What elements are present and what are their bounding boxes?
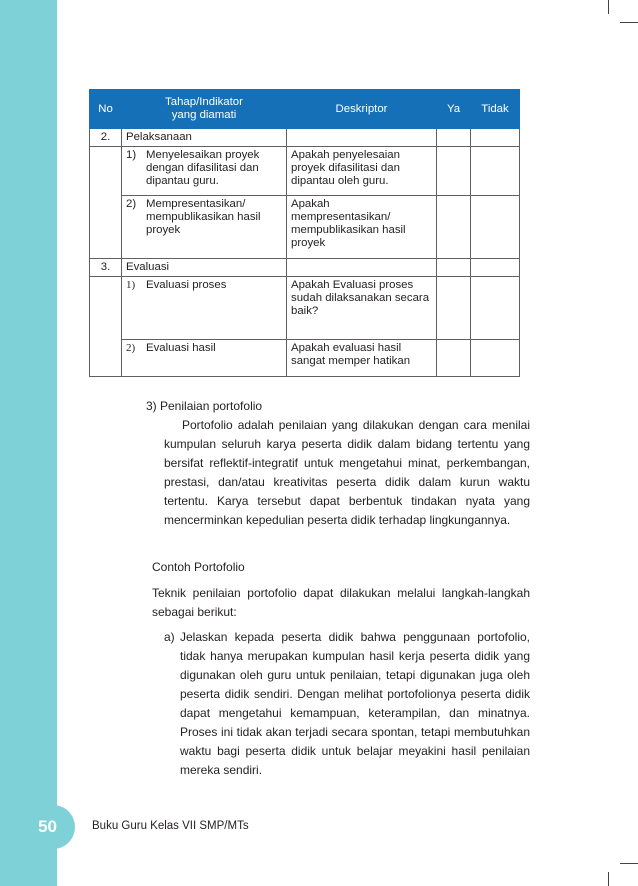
descriptor-cell: Apakah penyelesaian proyek difasilitasi dan dipantau oleh guru.	[287, 147, 437, 196]
table-row	[90, 259, 520, 277]
indicator-cell: 2) Evaluasi hasil	[122, 340, 287, 377]
descriptor-cell: Apakah Evaluasi proses sudah dilaksanakan secara baik?	[287, 277, 437, 340]
page-number: 50	[38, 817, 57, 836]
descriptor-cell: Apakah mempresentasikan/ mempublikasikan hasil proyek	[287, 196, 437, 259]
header-tidak: Tidak	[471, 90, 520, 129]
crop-mark	[608, 872, 609, 886]
contoh-label: Contoh Portofolio	[152, 560, 245, 574]
descriptor-cell: Apakah evaluasi hasil sangat memper hatikan	[287, 340, 437, 377]
header-ya: Ya	[437, 90, 471, 129]
table-row	[90, 340, 520, 377]
header-no: No	[90, 90, 122, 129]
tidak-cell	[471, 147, 520, 196]
indicator-cell: 2) Mempresentasikan/ mempublikasikan hasil proyek	[122, 196, 287, 259]
table-row	[90, 196, 520, 259]
table-row	[90, 277, 520, 340]
section-heading: 3) Penilaian portofolio	[146, 399, 263, 413]
section-title: Pelaksanaan	[122, 129, 287, 147]
ya-cell	[437, 196, 471, 259]
section-no: 2.	[90, 129, 122, 147]
table-row	[90, 129, 520, 147]
paragraph-portofolio: Portofolio adalah penilaian yang dilakukan dengan cara menilai kumpulan seluruh karya peserta didik dalam bidang tertentu yang bersifat reflektif-integratif untuk mengetahui minat, perkembangan, prestasi, dan/atau kreativitas peserta didik dalam kurun waktu tertentu. Karya tersebut dapat berbentuk tindakan nyata yang mencerminkan kepedulian peserta didik terhadap lingkungannya.	[164, 418, 530, 527]
paragraph-teknik: Teknik penilaian portofolio dapat dilakukan melalui langkah-langkah sebagai berikut:	[152, 586, 530, 619]
book-title: Buku Guru Kelas VII SMP/MTs	[92, 820, 249, 832]
observation-table	[89, 89, 520, 377]
tidak-cell	[471, 196, 520, 259]
header-tahap: Tahap/Indikator yang diamati	[122, 90, 287, 129]
ya-cell	[437, 340, 471, 377]
section-title: Evaluasi	[122, 259, 287, 277]
page-number-tab	[23, 805, 75, 849]
ya-cell	[437, 147, 471, 196]
crop-mark	[620, 22, 638, 23]
tidak-cell	[471, 277, 520, 340]
ya-cell	[437, 277, 471, 340]
table-row	[90, 147, 520, 196]
tidak-cell	[471, 340, 520, 377]
side-band	[0, 0, 57, 886]
table-header-row	[90, 90, 520, 129]
indicator-cell: 1) Evaluasi proses	[122, 277, 287, 340]
crop-mark	[620, 863, 638, 864]
crop-mark	[608, 0, 609, 14]
section-no: 3.	[90, 259, 122, 277]
list-item: a) Jelaskan kepada peserta didik bahwa penggunaan portofolio, tidak hanya merupakan kumpulan hasil kerja peserta didik yang digunakan oleh guru untuk penilaian, tetapi digunakan juga oleh peserta didik sendiri. Dengan melihat portofolionya peserta didik dapat mengetahui kemampuan, keterampilan, dan minatnya. Proses ini tidak akan terjadi secara spontan, tetapi membutuhkan waktu bagi peserta didik untuk belajar meyakini hasil penilaian mereka sendiri.	[164, 630, 530, 777]
header-deskriptor: Deskriptor	[287, 90, 437, 129]
indicator-cell: 1) Menyelesaikan proyek dengan difasilitasi dan dipantau guru.	[122, 147, 287, 196]
